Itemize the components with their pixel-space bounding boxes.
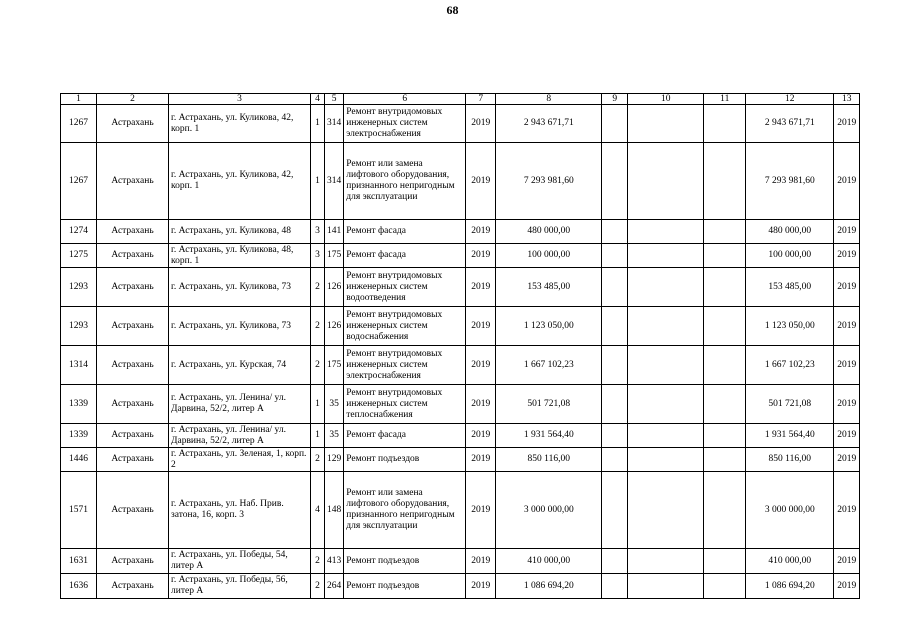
table-row bbox=[61, 346, 860, 385]
col4-cell: 2 bbox=[311, 307, 325, 346]
cost-cell: 1 086 694,20 bbox=[496, 574, 602, 599]
address-cell: г. Астрахань, ул. Ленина/ ул. Дарвина, 52/2, литер А bbox=[169, 424, 311, 448]
address-cell: г. Астрахань, ул. Куликова, 42, корп. 1 bbox=[169, 105, 311, 143]
year-end-cell: 2019 bbox=[834, 448, 860, 472]
col4-cell: 2 bbox=[311, 448, 325, 472]
row-id: 1314 bbox=[61, 346, 97, 385]
total-cell: 501 721,08 bbox=[746, 385, 834, 424]
row-id: 1267 bbox=[61, 143, 97, 220]
col10-cell bbox=[628, 385, 704, 424]
row-id: 1293 bbox=[61, 307, 97, 346]
year-end-cell: 2019 bbox=[834, 307, 860, 346]
cost-cell: 100 000,00 bbox=[496, 244, 602, 268]
col4-cell: 2 bbox=[311, 346, 325, 385]
address-cell: г. Астрахань, ул. Куликова, 73 bbox=[169, 268, 311, 307]
col9-cell bbox=[602, 574, 628, 599]
total-cell: 2 943 671,71 bbox=[746, 105, 834, 143]
work-type-cell: Ремонт фасада bbox=[344, 220, 466, 244]
year-end-cell: 2019 bbox=[834, 346, 860, 385]
col4-cell: 3 bbox=[311, 220, 325, 244]
city-cell: Астрахань bbox=[97, 268, 169, 307]
col4-cell: 2 bbox=[311, 549, 325, 574]
work-type-cell: Ремонт внутридомовых инженерных систем водоснабжения bbox=[344, 307, 466, 346]
col5-cell: 264 bbox=[325, 574, 344, 599]
col9-cell bbox=[602, 448, 628, 472]
col4-cell: 1 bbox=[311, 385, 325, 424]
city-cell: Астрахань bbox=[97, 448, 169, 472]
address-cell: г. Астрахань, ул. Ленина/ ул. Дарвина, 52/2, литер А bbox=[169, 385, 311, 424]
col11-cell bbox=[704, 448, 746, 472]
col10-cell bbox=[628, 346, 704, 385]
column-number-header: 5 bbox=[325, 94, 344, 105]
col10-cell bbox=[628, 268, 704, 307]
column-number-header: 8 bbox=[496, 94, 602, 105]
total-cell: 1 086 694,20 bbox=[746, 574, 834, 599]
year-end-cell: 2019 bbox=[834, 385, 860, 424]
city-cell: Астрахань bbox=[97, 307, 169, 346]
col4-cell: 1 bbox=[311, 143, 325, 220]
city-cell: Астрахань bbox=[97, 244, 169, 268]
total-cell: 1 931 564,40 bbox=[746, 424, 834, 448]
year-end-cell: 2019 bbox=[834, 143, 860, 220]
col5-cell: 413 bbox=[325, 549, 344, 574]
total-cell: 480 000,00 bbox=[746, 220, 834, 244]
col4-cell: 2 bbox=[311, 268, 325, 307]
cost-cell: 1 123 050,00 bbox=[496, 307, 602, 346]
column-number-header: 12 bbox=[746, 94, 834, 105]
column-number-header: 3 bbox=[169, 94, 311, 105]
city-cell: Астрахань bbox=[97, 549, 169, 574]
column-number-header: 9 bbox=[602, 94, 628, 105]
row-id: 1636 bbox=[61, 574, 97, 599]
work-type-cell: Ремонт фасада bbox=[344, 244, 466, 268]
year-cell: 2019 bbox=[466, 220, 496, 244]
col11-cell bbox=[704, 268, 746, 307]
col9-cell bbox=[602, 549, 628, 574]
cost-cell: 480 000,00 bbox=[496, 220, 602, 244]
col10-cell bbox=[628, 424, 704, 448]
col5-cell: 35 bbox=[325, 385, 344, 424]
row-id: 1339 bbox=[61, 385, 97, 424]
col4-cell: 2 bbox=[311, 574, 325, 599]
col5-cell: 175 bbox=[325, 244, 344, 268]
row-id: 1275 bbox=[61, 244, 97, 268]
col9-cell bbox=[602, 220, 628, 244]
cost-cell: 1 931 564,40 bbox=[496, 424, 602, 448]
city-cell: Астрахань bbox=[97, 385, 169, 424]
table-row bbox=[61, 472, 860, 549]
col9-cell bbox=[602, 424, 628, 448]
city-cell: Астрахань bbox=[97, 574, 169, 599]
col11-cell bbox=[704, 549, 746, 574]
row-id: 1339 bbox=[61, 424, 97, 448]
year-cell: 2019 bbox=[466, 105, 496, 143]
col9-cell bbox=[602, 105, 628, 143]
address-cell: г. Астрахань, ул. Победы, 54, литер А bbox=[169, 549, 311, 574]
cost-cell: 850 116,00 bbox=[496, 448, 602, 472]
city-cell: Астрахань bbox=[97, 220, 169, 244]
row-id: 1293 bbox=[61, 268, 97, 307]
row-id: 1571 bbox=[61, 472, 97, 549]
col11-cell bbox=[704, 143, 746, 220]
col9-cell bbox=[602, 268, 628, 307]
column-number-header: 7 bbox=[466, 94, 496, 105]
col10-cell bbox=[628, 574, 704, 599]
column-number-header: 6 bbox=[344, 94, 466, 105]
col4-cell: 4 bbox=[311, 472, 325, 549]
year-cell: 2019 bbox=[466, 307, 496, 346]
year-end-cell: 2019 bbox=[834, 424, 860, 448]
address-cell: г. Астрахань, ул. Куликова, 42, корп. 1 bbox=[169, 143, 311, 220]
address-cell: г. Астрахань, ул. Куликова, 48, корп. 1 bbox=[169, 244, 311, 268]
col9-cell bbox=[602, 472, 628, 549]
year-cell: 2019 bbox=[466, 549, 496, 574]
col11-cell bbox=[704, 220, 746, 244]
table-row bbox=[61, 549, 860, 574]
column-number-header: 11 bbox=[704, 94, 746, 105]
year-cell: 2019 bbox=[466, 424, 496, 448]
col5-cell: 126 bbox=[325, 307, 344, 346]
repair-program-table bbox=[60, 93, 860, 599]
col4-cell: 1 bbox=[311, 424, 325, 448]
address-cell: г. Астрахань, ул. Победы, 56, литер А bbox=[169, 574, 311, 599]
work-type-cell: Ремонт подъездов bbox=[344, 448, 466, 472]
total-cell: 153 485,00 bbox=[746, 268, 834, 307]
col5-cell: 126 bbox=[325, 268, 344, 307]
year-end-cell: 2019 bbox=[834, 472, 860, 549]
work-type-cell: Ремонт подъездов bbox=[344, 574, 466, 599]
work-type-cell: Ремонт внутридомовых инженерных систем теплоснабжения bbox=[344, 385, 466, 424]
row-id: 1274 bbox=[61, 220, 97, 244]
col5-cell: 129 bbox=[325, 448, 344, 472]
year-cell: 2019 bbox=[466, 268, 496, 307]
total-cell: 100 000,00 bbox=[746, 244, 834, 268]
cost-cell: 153 485,00 bbox=[496, 268, 602, 307]
work-type-cell: Ремонт или замена лифтового оборудования, признанного непригодным для эксплуатации bbox=[344, 472, 466, 549]
col9-cell bbox=[602, 346, 628, 385]
col10-cell bbox=[628, 105, 704, 143]
col5-cell: 314 bbox=[325, 105, 344, 143]
row-id: 1631 bbox=[61, 549, 97, 574]
work-type-cell: Ремонт внутридомовых инженерных систем электроснабжения bbox=[344, 346, 466, 385]
col5-cell: 175 bbox=[325, 346, 344, 385]
column-number-header: 2 bbox=[97, 94, 169, 105]
total-cell: 1 123 050,00 bbox=[746, 307, 834, 346]
table-row bbox=[61, 244, 860, 268]
address-cell: г. Астрахань, ул. Курская, 74 bbox=[169, 346, 311, 385]
col11-cell bbox=[704, 385, 746, 424]
column-number-row bbox=[61, 94, 860, 105]
table-row bbox=[61, 424, 860, 448]
cost-cell: 3 000 000,00 bbox=[496, 472, 602, 549]
col11-cell bbox=[704, 472, 746, 549]
table-row bbox=[61, 220, 860, 244]
col10-cell bbox=[628, 472, 704, 549]
work-type-cell: Ремонт или замена лифтового оборудования, признанного непригодным для эксплуатации bbox=[344, 143, 466, 220]
total-cell: 3 000 000,00 bbox=[746, 472, 834, 549]
row-id: 1446 bbox=[61, 448, 97, 472]
work-type-cell: Ремонт подъездов bbox=[344, 549, 466, 574]
cost-cell: 410 000,00 bbox=[496, 549, 602, 574]
table-row bbox=[61, 268, 860, 307]
total-cell: 850 116,00 bbox=[746, 448, 834, 472]
col9-cell bbox=[602, 244, 628, 268]
year-cell: 2019 bbox=[466, 472, 496, 549]
total-cell: 1 667 102,23 bbox=[746, 346, 834, 385]
col10-cell bbox=[628, 307, 704, 346]
year-end-cell: 2019 bbox=[834, 105, 860, 143]
page-number: 68 bbox=[446, 3, 459, 17]
work-type-cell: Ремонт внутридомовых инженерных систем электроснабжения bbox=[344, 105, 466, 143]
col9-cell bbox=[602, 307, 628, 346]
table-row bbox=[61, 448, 860, 472]
column-number-header: 10 bbox=[628, 94, 704, 105]
year-cell: 2019 bbox=[466, 385, 496, 424]
table-row bbox=[61, 307, 860, 346]
col5-cell: 35 bbox=[325, 424, 344, 448]
col10-cell bbox=[628, 549, 704, 574]
table-row bbox=[61, 105, 860, 143]
work-type-cell: Ремонт внутридомовых инженерных систем водоотведения bbox=[344, 268, 466, 307]
row-id: 1267 bbox=[61, 105, 97, 143]
year-end-cell: 2019 bbox=[834, 220, 860, 244]
col10-cell bbox=[628, 143, 704, 220]
city-cell: Астрахань bbox=[97, 472, 169, 549]
col9-cell bbox=[602, 143, 628, 220]
total-cell: 7 293 981,60 bbox=[746, 143, 834, 220]
year-end-cell: 2019 bbox=[834, 268, 860, 307]
col11-cell bbox=[704, 244, 746, 268]
col4-cell: 1 bbox=[311, 105, 325, 143]
col11-cell bbox=[704, 346, 746, 385]
address-cell: г. Астрахань, ул. Куликова, 73 bbox=[169, 307, 311, 346]
col5-cell: 148 bbox=[325, 472, 344, 549]
table-row bbox=[61, 574, 860, 599]
city-cell: Астрахань bbox=[97, 424, 169, 448]
address-cell: г. Астрахань, ул. Зеленая, 1, корп. 2 bbox=[169, 448, 311, 472]
city-cell: Астрахань bbox=[97, 105, 169, 143]
col10-cell bbox=[628, 220, 704, 244]
city-cell: Астрахань bbox=[97, 346, 169, 385]
column-number-header: 4 bbox=[311, 94, 325, 105]
column-number-header: 1 bbox=[61, 94, 97, 105]
year-cell: 2019 bbox=[466, 143, 496, 220]
col11-cell bbox=[704, 424, 746, 448]
col9-cell bbox=[602, 385, 628, 424]
city-cell: Астрахань bbox=[97, 143, 169, 220]
address-cell: г. Астрахань, ул. Куликова, 48 bbox=[169, 220, 311, 244]
work-type-cell: Ремонт фасада bbox=[344, 424, 466, 448]
col11-cell bbox=[704, 574, 746, 599]
table-row bbox=[61, 143, 860, 220]
col5-cell: 314 bbox=[325, 143, 344, 220]
col11-cell bbox=[704, 307, 746, 346]
year-end-cell: 2019 bbox=[834, 549, 860, 574]
total-cell: 410 000,00 bbox=[746, 549, 834, 574]
cost-cell: 501 721,08 bbox=[496, 385, 602, 424]
cost-cell: 1 667 102,23 bbox=[496, 346, 602, 385]
year-end-cell: 2019 bbox=[834, 574, 860, 599]
col4-cell: 3 bbox=[311, 244, 325, 268]
col5-cell: 141 bbox=[325, 220, 344, 244]
cost-cell: 7 293 981,60 bbox=[496, 143, 602, 220]
column-number-header: 13 bbox=[834, 94, 860, 105]
col10-cell bbox=[628, 244, 704, 268]
year-end-cell: 2019 bbox=[834, 244, 860, 268]
address-cell: г. Астрахань, ул. Наб. Прив. затона, 16, корп. 3 bbox=[169, 472, 311, 549]
col11-cell bbox=[704, 105, 746, 143]
year-cell: 2019 bbox=[466, 346, 496, 385]
table-row bbox=[61, 385, 860, 424]
col10-cell bbox=[628, 448, 704, 472]
cost-cell: 2 943 671,71 bbox=[496, 105, 602, 143]
year-cell: 2019 bbox=[466, 244, 496, 268]
year-cell: 2019 bbox=[466, 448, 496, 472]
year-cell: 2019 bbox=[466, 574, 496, 599]
